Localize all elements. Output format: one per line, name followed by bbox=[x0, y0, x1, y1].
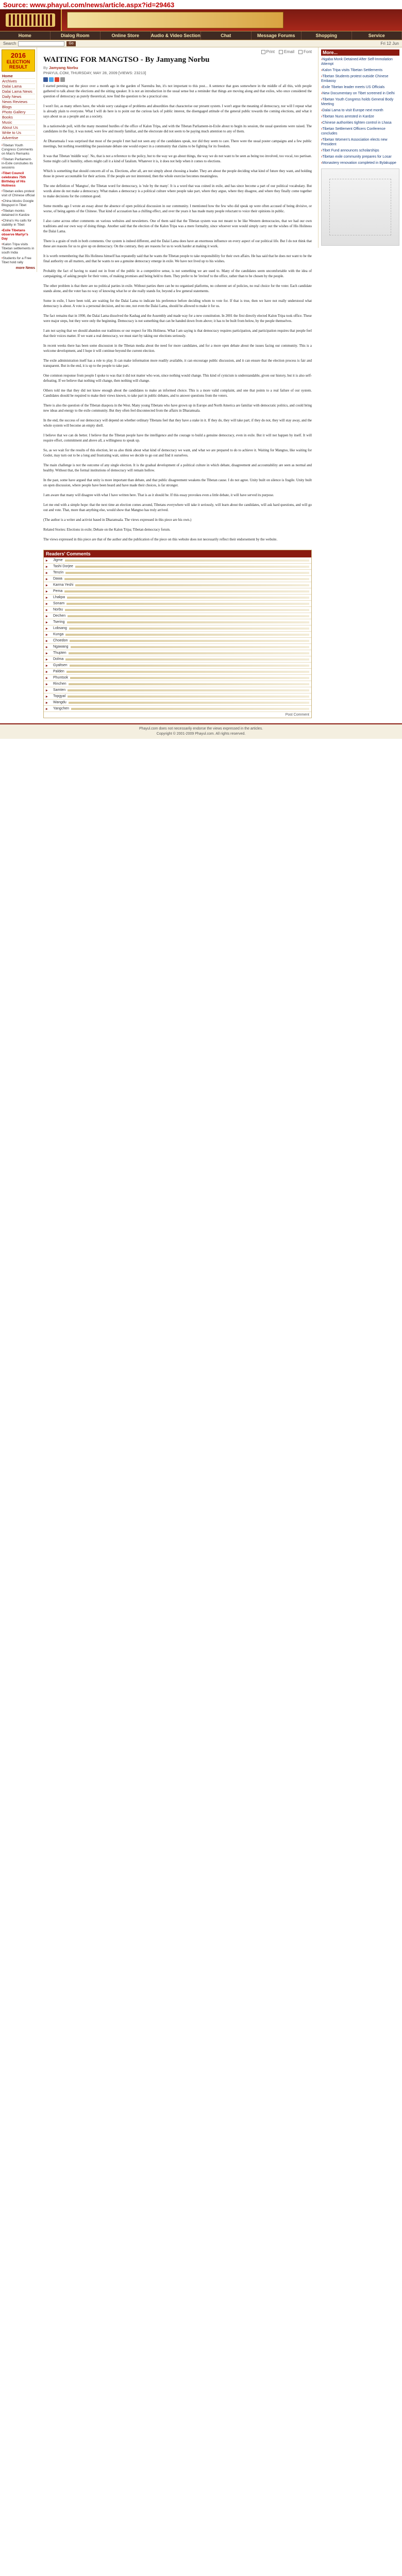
left-menu-item[interactable]: Advertise bbox=[2, 135, 35, 141]
comment-author: Rinchen bbox=[53, 682, 66, 686]
post-comment-link[interactable]: Post Comment bbox=[285, 713, 309, 717]
comment-author: Karma Yeshi bbox=[53, 583, 74, 587]
tool-icon bbox=[279, 50, 283, 54]
comment-preview bbox=[68, 696, 309, 698]
article-paragraph: The main challenge is not the outcome of any single election. It is the gradual development of a political culture in which debate, disagreement and accountability are seen as normal and healthy. Without that, the formal institutions of democracy will remain hollow. bbox=[43, 464, 312, 472]
comment-row[interactable] bbox=[44, 582, 311, 588]
comment-row[interactable] bbox=[44, 681, 311, 687]
comment-bullet: ▸ bbox=[46, 602, 48, 606]
right-news-item[interactable]: › Tibetan exile community prepares for Losar bbox=[321, 155, 399, 159]
logo-mark bbox=[6, 13, 55, 27]
comment-preview bbox=[68, 615, 309, 617]
site-logo[interactable] bbox=[0, 9, 62, 31]
comment-author: Thupten bbox=[53, 651, 66, 655]
current-date: Fri 12 Jun bbox=[380, 41, 399, 46]
right-news-item[interactable]: › Tibet Fund announces scholarships bbox=[321, 148, 399, 153]
comment-preview bbox=[64, 578, 309, 580]
left-menu-item[interactable]: Write to Us bbox=[2, 130, 35, 135]
nav-item[interactable]: Service bbox=[352, 31, 402, 40]
article-tool[interactable] bbox=[261, 49, 275, 54]
election-result-badge[interactable] bbox=[2, 49, 35, 72]
right-news-item[interactable]: › Tibetan Nuns arrested in Kardze bbox=[321, 114, 399, 119]
comment-preview bbox=[67, 597, 309, 599]
comment-row[interactable] bbox=[44, 650, 311, 656]
comment-row[interactable] bbox=[44, 687, 311, 693]
left-news-item[interactable]: • Tibetan Parliament-in-Exile concludes its sessions bbox=[2, 158, 35, 170]
comment-author: Lobsang bbox=[53, 626, 67, 630]
article-paragraph: One common response from people I spoke to was that it did not matter who won, since nothing would change. This kind of cynicism is understandable, given our history, but it is also self-defeating. If we believe that nothing will change, then nothing will change. bbox=[43, 374, 312, 383]
right-news-item[interactable]: › Tibetan Settlement Officers Conference concludes bbox=[321, 127, 399, 136]
nav-item[interactable]: Message Forums bbox=[252, 31, 302, 40]
left-menu-item[interactable]: About Us bbox=[2, 125, 35, 130]
comment-author: Pema bbox=[53, 589, 63, 593]
comment-author: Samten bbox=[53, 688, 66, 692]
article-paragraph: I won't list, as many others have, the whole sorry catalogue of problems and absurdities that characterise our present system. I won't argue the meaning of democracy, nor will I repeat what is already plain to everyone. What I will do here is to point out the curious lack of public interest, the disengaged attitude of the general public towards the coming elections, and what it says about us as a people and as a society. bbox=[43, 105, 312, 118]
article-paragraph: The one definition of 'Mangtso', the Tibetan word for democracy, is 'rule by the many'. It is a word that was coined in exile, and has since become a part of our political vocabulary. But words alone do not make a democracy. What makes a democracy is a political culture where people take part, where they argue, where they disagree, and where they finally come together to make decisions for the common good. bbox=[43, 184, 312, 198]
comment-bullet: ▸ bbox=[46, 633, 48, 637]
comment-author: Kunga bbox=[53, 633, 64, 636]
comment-row[interactable] bbox=[44, 607, 311, 613]
facebook-icon[interactable] bbox=[43, 77, 48, 82]
left-menu-item[interactable]: Archives bbox=[2, 79, 35, 84]
left-menu-item[interactable]: Blogs bbox=[2, 105, 35, 110]
article-paragraph: Which is something that should concern all of us. Elections, after all, are not simply about choosing a leader. They are about the people deciding what kind of future they want, and holding those in power accountable for their actions. If the people are not interested, then the whole exercise becomes meaningless. bbox=[43, 170, 312, 178]
comment-row[interactable] bbox=[44, 700, 311, 706]
main-nav bbox=[0, 31, 402, 40]
comment-preview bbox=[64, 590, 309, 592]
comment-bullet: ▸ bbox=[46, 596, 48, 600]
comment-preview bbox=[66, 603, 309, 605]
comment-preview bbox=[69, 683, 309, 685]
article-paragraph: In a nationwide poll, with the many mounted hurdles of the office of Kalon Tripa, and with the Tibetan Parliament-in-Exile about to begin its session, the usual questions were raised. The candidates in the fray, it was noted, were few and mostly familiar, and the electorate did not seem to be paying much attention to any of them. bbox=[43, 125, 312, 133]
comment-author: Dawa bbox=[53, 577, 62, 581]
right-news-item[interactable]: › Kalon Tripa visits Tibetan Settlements bbox=[321, 68, 399, 73]
comment-row[interactable] bbox=[44, 564, 311, 570]
comment-author: Palden bbox=[53, 670, 64, 673]
comment-preview bbox=[70, 640, 309, 642]
comment-author: Choedon bbox=[53, 639, 68, 642]
comment-row[interactable] bbox=[44, 706, 311, 712]
article-paragraph: (The author is a writer and activist based in Dharamsala. The views expressed in this piece are his own.) bbox=[43, 518, 192, 522]
tool-icon bbox=[261, 50, 265, 54]
article-tool[interactable] bbox=[298, 49, 312, 54]
article-paragraph: Let me end with a simple hope: that the next time an election comes around, Tibetans everywhere will take it seriously, will learn about the candidates, will ask hard questions, and will go out and vote. That, more than anything else, would show that Mangtso has truly arrived. bbox=[43, 503, 312, 512]
right-news-item[interactable]: › Chinese authorities tighten control in Lhasa bbox=[321, 121, 399, 125]
comment-bullet: ▸ bbox=[46, 664, 48, 668]
search-label: Search bbox=[3, 41, 16, 46]
left-news-item[interactable]: • Students for a Free Tibet hold rally bbox=[2, 257, 35, 265]
search-go-button[interactable]: Go bbox=[66, 41, 75, 46]
article-paragraph: Others told me that they did not know enough about the candidates to make an informed choice. This is a more valid complaint, and one that points to a real failure of our system. Candidates should be required to make their views known, to take part in public debates, and to answer questions from the voters. bbox=[43, 389, 312, 398]
sub-bar bbox=[0, 40, 402, 47]
comment-author: Topgyal bbox=[53, 694, 66, 698]
left-menu-item[interactable]: Home bbox=[2, 74, 35, 79]
right-heading: More... bbox=[321, 49, 399, 56]
article-paragraph: In recent weeks there has been some discussion in the Tibetan media about the need for more candidates, and for a more open debate about the issues facing our community. This is a welcome development, and I hope it will continue beyond the current election. bbox=[43, 344, 312, 353]
comment-row[interactable] bbox=[44, 675, 311, 681]
comment-bullet: ▸ bbox=[46, 571, 48, 575]
comment-author: Phuntsok bbox=[53, 676, 69, 680]
banner-ad[interactable] bbox=[67, 12, 283, 28]
comment-bullet: ▸ bbox=[46, 608, 48, 612]
comment-row[interactable] bbox=[44, 644, 311, 650]
comment-row[interactable] bbox=[44, 625, 311, 632]
article-paragraph: I also came across other comments on various websites and newsletters. One of them said that the Tibetan system was not meant to be like Western democracies, that we had our own traditions and our own way of doing things. Another said that the election of the Kalon Tripa was a mere formality, since whoever won would simply carry out the wishes of His Holiness the Dalai Lama. bbox=[43, 219, 312, 233]
left-news-item[interactable]: • Tibetan exiles protest visit of Chinese official bbox=[2, 190, 35, 198]
tool-icon bbox=[298, 50, 303, 54]
left-news-item[interactable]: • Kalon Tripa visits Tibetan settlements in south India bbox=[2, 243, 35, 255]
article-paragraph: I started penning out the piece over a month ago in the garden of Narendra Inn, it's not important to this post... A sentence that goes somewhere in the middle of all this, with people gathered to talk about the elections and the sitting speaker. It is not an introduction in the usual sense but a reminder that things are moving along and that exiles, who once considered the question of democracy as purely theoretical, now find the question to be a practical one. bbox=[43, 84, 312, 98]
article-paragraph: The views expressed in this piece are that of the author and the publication of the piece on this website does not necessarily reflect their endorsement by the website. bbox=[43, 538, 278, 541]
comment-row[interactable] bbox=[44, 570, 311, 576]
comment-preview bbox=[69, 628, 309, 630]
left-menu-item[interactable]: News Reviews bbox=[2, 99, 35, 105]
comment-bullet: ▸ bbox=[46, 676, 48, 680]
comment-row[interactable] bbox=[44, 669, 311, 675]
article-tool[interactable] bbox=[279, 49, 294, 54]
nav-item[interactable]: Dialog Room bbox=[51, 31, 101, 40]
footer-copyright: Copyright © 2001-2009 Phayul.com. All rights reserved. bbox=[156, 732, 246, 736]
right-ad[interactable] bbox=[321, 168, 399, 246]
comment-preview bbox=[66, 671, 309, 673]
nav-item[interactable]: Shopping bbox=[301, 31, 352, 40]
comment-row[interactable] bbox=[44, 576, 311, 582]
comment-preview bbox=[75, 566, 309, 568]
comment-bullet: ▸ bbox=[46, 657, 48, 662]
article-paragraph: I am aware that many will disagree with what I have written here. That is as it should be. If this essay provokes even a little debate, it will have served its purpose. bbox=[43, 494, 274, 497]
right-news-item[interactable]: › Tibetan Women's Association elects new President bbox=[321, 138, 399, 147]
comment-row[interactable] bbox=[44, 656, 311, 663]
comment-bullet: ▸ bbox=[46, 639, 48, 643]
comment-author: Jigme bbox=[53, 558, 63, 562]
left-news-list bbox=[2, 144, 35, 265]
right-ad-placeholder bbox=[329, 179, 391, 235]
article-paragraph: I believe that we can do better. I believe that the Tibetan people have the intelligence and the courage to build a genuine democracy, even in exile. But it will not happen by itself. It will require effort, commitment and above all, a willingness to speak up. bbox=[43, 434, 312, 443]
nav-item[interactable]: Chat bbox=[201, 31, 252, 40]
left-column bbox=[0, 47, 37, 272]
comment-author: Tsering bbox=[53, 620, 65, 624]
article-paragraph: Related Stories: Elections in exile; Debate on the Kalon Tripa; Tibetan democracy forum. bbox=[43, 528, 171, 532]
tool-label: Font bbox=[303, 49, 312, 54]
right-news-item[interactable]: › Dalai Lama to visit Europe next month bbox=[321, 108, 399, 113]
right-news-item[interactable]: › New Documentary on Tibet screened in Delhi bbox=[321, 91, 399, 96]
byline bbox=[43, 65, 312, 70]
site-banner bbox=[0, 9, 402, 31]
article-title: WAITING FOR MANGTSO - By Jamyang Norbu bbox=[43, 56, 210, 64]
article-body bbox=[43, 84, 312, 543]
comment-preview bbox=[69, 702, 309, 704]
comment-row[interactable] bbox=[44, 601, 311, 607]
tool-label: Print bbox=[266, 49, 275, 54]
source-line: Source: www.phayul.com/news/article.aspx?id=29463 bbox=[0, 0, 402, 9]
election-label: ELECTION bbox=[6, 59, 30, 64]
comment-bullet: ▸ bbox=[46, 583, 48, 587]
article-paragraph: It is worth remembering that His Holiness himself has repeatedly said that he wants the Tibetan people to take responsibility for their own affairs. He has said that he does not want to be the final authority on all matters, and that he wants to see a genuine democracy emerge in exile. We have not lived up to his wishes. bbox=[43, 255, 312, 263]
comment-preview bbox=[65, 658, 309, 660]
comments-box bbox=[43, 550, 312, 718]
left-news-item[interactable]: • Tibetan Youth Congress Comments on Mao's Remarks bbox=[2, 144, 35, 156]
comment-author: Lhakpa bbox=[53, 596, 65, 599]
comments-heading: Readers' Comments bbox=[44, 550, 311, 557]
comment-row[interactable] bbox=[44, 613, 311, 619]
comment-bullet: ▸ bbox=[46, 565, 48, 569]
article-paragraph: At Dharamsala I was surprised that most of the people I met had not seen any of the candidates speak, nor did they seem to care. There were the usual poster campaigns and a few public meetings, but nothing resembling the passionate debate one would expect in a community that claims to be fighting for its freedom. bbox=[43, 140, 312, 148]
comment-author: Tashi Dorjee bbox=[53, 565, 73, 568]
comment-preview bbox=[65, 572, 309, 574]
article-tools bbox=[43, 49, 312, 54]
comment-author: Dechen bbox=[53, 614, 66, 618]
right-news-item[interactable]: › Monastery renovation completed in Bylakuppe bbox=[321, 161, 399, 165]
article-paragraph: Some in exile, I have been told, are waiting for the Dalai Lama to indicate his preference before deciding whom to vote for. If that is true, then we have not really understood what democracy is about. A vote is a personal decision, and no one, not even the Dalai Lama, should be allowed to make it for us. bbox=[43, 299, 312, 308]
email-share-icon[interactable] bbox=[60, 77, 65, 82]
comment-preview bbox=[68, 689, 309, 691]
footer bbox=[0, 723, 402, 739]
article-paragraph: So, as we wait for the results of this election, let us also think about what kind of democracy we want, and what we are prepared to do to achieve it. Waiting for Mangtso, like waiting for Godot, may turn out to be a long and frustrating wait, unless we decide to go out and find it ourselves. bbox=[43, 449, 312, 457]
left-menu-item[interactable]: Dalai Lama bbox=[2, 84, 35, 89]
article-paragraph: The fact remains that in 1990, the Dalai Lama dissolved the Kashag and the Assembly and made way for a new constitution. In 2001 the first directly elected Kalon Tripa took office. These were major steps, but they were only the beginning. Democracy is not something that can be handed down from above; it has to be built from below, by the people themselves. bbox=[43, 314, 312, 323]
comment-preview bbox=[70, 665, 309, 667]
article-paragraph: The other problem is that there are no political parties in exile. Without parties there can be no organised platforms, no coherent set of policies, no real choice for the voter. Each candidate stands alone, and the voter has no way of knowing what he or she really stands for, beyond a few general statements. bbox=[43, 284, 312, 293]
comment-author: Tenzin bbox=[53, 571, 64, 574]
footer-disclaimer: Phayul.com does not necessarily endorse the views expressed in the articles. bbox=[139, 727, 263, 731]
comment-bullet: ▸ bbox=[46, 558, 48, 563]
left-menu-item[interactable]: Daily News bbox=[2, 94, 35, 99]
left-menu-item[interactable]: Music bbox=[2, 120, 35, 125]
comment-bullet: ▸ bbox=[46, 589, 48, 594]
article-paragraph: In the past, some have argued that unity is more important than debate, and that public disagreement weakens the Tibetan cause. I do not agree. Unity built on silence is fragile. Unity built on open discussion, where people have been heard and have made their choices, is far stronger. bbox=[43, 479, 312, 487]
comment-bullet: ▸ bbox=[46, 645, 48, 649]
comment-bullet: ▸ bbox=[46, 651, 48, 655]
left-news-item[interactable]: • China blocks Google Blogspot in Tibet bbox=[2, 199, 35, 208]
comment-bullet: ▸ bbox=[46, 682, 48, 686]
comment-author: Wangdu bbox=[53, 701, 66, 704]
right-column bbox=[318, 47, 402, 248]
comments-list bbox=[44, 557, 311, 712]
comment-row[interactable] bbox=[44, 595, 311, 601]
left-menu-item[interactable]: Photo Gallery bbox=[2, 110, 35, 115]
article-paragraph: In the end, the success of our democracy will depend on whether ordinary Tibetans feel that they have a stake in it. If they do, they will take part; if they do not, they will stay away, and the whole system will become an empty shell. bbox=[43, 419, 312, 428]
comment-bullet: ▸ bbox=[46, 688, 48, 692]
comment-row[interactable] bbox=[44, 588, 311, 595]
comment-author: Dolma bbox=[53, 657, 64, 661]
comment-preview bbox=[71, 646, 309, 648]
comment-preview bbox=[65, 634, 309, 636]
article-paragraph: Probably the fact of having to stand out in front of the public in a competitive sense, is not something we are used to. Many of the candidates seem uncomfortable with the idea of campaigning, of asking people for their votes, of making promises and being held to them. They prefer to be 'invited' to the office, rather than to be chosen by the people. bbox=[43, 269, 312, 278]
comment-preview bbox=[67, 621, 309, 623]
comment-author: Gyaltsen bbox=[53, 664, 68, 667]
google-plus-icon[interactable] bbox=[55, 77, 59, 82]
article-meta: PHAYUL.COM, THURSDAY, MAY 28, 2009 [VIEWS: 23213] bbox=[43, 71, 146, 75]
comment-row[interactable] bbox=[44, 693, 311, 700]
comment-row[interactable] bbox=[44, 638, 311, 644]
article-paragraph: Some months ago I wrote an essay about the absence of open political discussion in our community. I mentioned how the few who did speak up were often accused of being divisive, or worse, of being agents of the Chinese. That kind of accusation has a chilling effect, and over the years it has made many people reluctant to voice their opinions in public. bbox=[43, 205, 312, 213]
comment-preview bbox=[70, 677, 309, 679]
more-news-link[interactable]: more News bbox=[15, 266, 35, 270]
article-paragraph: There is also the question of the Tibetan diaspora in the West. Many young Tibetans who have grown up in Europe and North America are familiar with democratic politics, and could bring new ideas and energy to the exile community. But they often feel disconnected from the affairs in Dharamsala. bbox=[43, 404, 312, 413]
comment-preview bbox=[75, 584, 309, 586]
article-main bbox=[37, 47, 318, 723]
right-news-list bbox=[321, 57, 399, 165]
comment-preview bbox=[71, 708, 309, 710]
comment-row[interactable] bbox=[44, 663, 311, 669]
left-news-item[interactable]: • China's Hu calls for stability in Tibet bbox=[2, 219, 35, 227]
tool-label: Email bbox=[283, 49, 294, 54]
comment-author: Yangchen bbox=[53, 707, 70, 710]
comment-bullet: ▸ bbox=[46, 707, 48, 711]
nav-item[interactable]: Home bbox=[0, 31, 51, 40]
comment-row[interactable] bbox=[44, 557, 311, 564]
article-paragraph: I am not saying that we should abandon our traditions or our respect for His Holiness. What I am saying is that democracy requires participation, and participation requires that people feel that their voices matter. If we want a real democracy, we must start by taking our elections seriously. bbox=[43, 329, 312, 338]
comment-row[interactable] bbox=[44, 632, 311, 638]
article-paragraph: The exile administration itself has a role to play. It can make information more readily available, it can encourage public discussion, and it can ensure that the election process is fair and transparent. But in the end, it is up to the people to take part. bbox=[43, 359, 312, 368]
comment-bullet: ▸ bbox=[46, 577, 48, 581]
right-news-item[interactable]: › Tibetan Students protest outside Chinese Embassy bbox=[321, 74, 399, 83]
comment-bullet: ▸ bbox=[46, 626, 48, 631]
social-share bbox=[43, 77, 312, 82]
election-year: 2016 bbox=[11, 52, 26, 59]
left-menu-item[interactable]: Dalai Lama News bbox=[2, 89, 35, 94]
left-menu-item[interactable]: Books bbox=[2, 115, 35, 120]
nav-item[interactable]: Audio & Video Section bbox=[151, 31, 202, 40]
byline-label: By bbox=[43, 65, 48, 70]
comment-bullet: ▸ bbox=[46, 670, 48, 674]
comment-row[interactable] bbox=[44, 619, 311, 625]
search-input[interactable] bbox=[18, 41, 64, 46]
comment-preview bbox=[65, 609, 309, 611]
nav-item[interactable]: Online Store bbox=[100, 31, 151, 40]
right-news-item[interactable]: › Ngaba Monk Detained After Self-Immolation Attempt bbox=[321, 57, 399, 66]
comment-bullet: ▸ bbox=[46, 614, 48, 618]
left-news-item[interactable]: • Tibetan monks detained in Kardze bbox=[2, 209, 35, 217]
comment-bullet: ▸ bbox=[46, 620, 48, 624]
comment-author: Ngawang bbox=[53, 645, 69, 649]
right-news-item[interactable]: › Tibetan Youth Congress holds General Body Meeting bbox=[321, 97, 399, 107]
article-paragraph: It was that Tibetan 'middle way'. No, that is not a reference to the policy, but to the way we go about things, the way we do not want to be seen as being too involved, too vocal, too partisan. Some might call it humility, others might call it a kind of fatalism. Whatever it is, it does not help when it comes to elections. bbox=[43, 155, 312, 163]
twitter-icon[interactable] bbox=[49, 77, 54, 82]
left-news-item[interactable]: • Tibet Council celebrates 75th Birthday of His Holiness bbox=[2, 172, 35, 188]
left-menu bbox=[2, 74, 35, 141]
byline-author[interactable]: Jamyang Norbu bbox=[48, 65, 78, 70]
comment-preview bbox=[65, 560, 309, 562]
comment-author: Sonam bbox=[53, 602, 65, 605]
comment-author: Norbu bbox=[53, 608, 63, 612]
right-news-item[interactable]: › Exile Tibetan leader meets US Officials bbox=[321, 85, 399, 90]
comment-bullet: ▸ bbox=[46, 701, 48, 705]
election-sub: RESULT bbox=[9, 64, 28, 70]
article-paragraph: There is a grain of truth in both comments. Our system is indeed different, and the Dalai Lama does have an enormous influence on every aspect of our political life. But I do not think that these are reasons for us to give up on democracy. On the contrary, they are reasons for us to work harder at making it work. bbox=[43, 240, 312, 248]
comment-preview bbox=[69, 652, 309, 654]
comment-bullet: ▸ bbox=[46, 694, 48, 699]
left-news-item[interactable]: • Exile Tibetans observe Martyr's Day bbox=[2, 229, 35, 241]
